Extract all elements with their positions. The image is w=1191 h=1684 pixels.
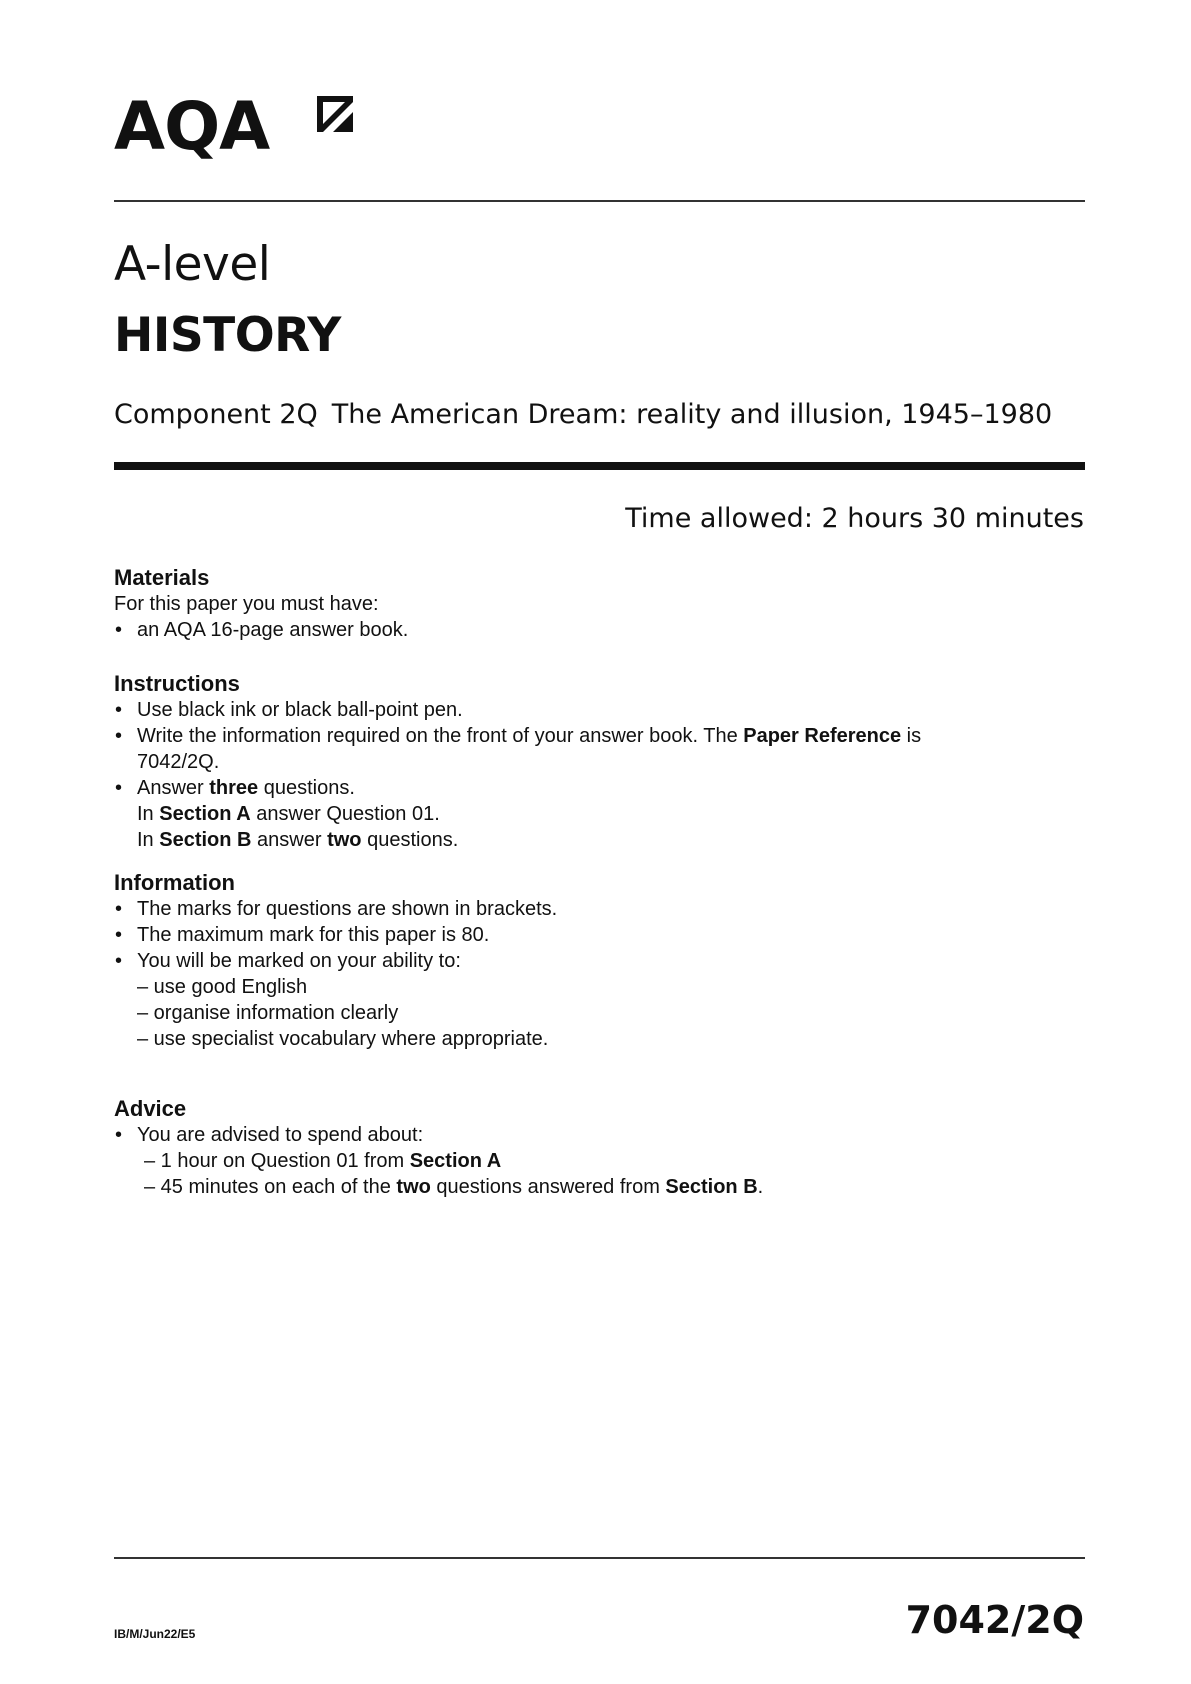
advice-heading: Advice [114,1096,187,1121]
component-name: The American Dream: reality and illusion, 1945–1980 [331,399,1053,430]
header-divider [114,200,1085,202]
advice-sub-item: – 45 minutes on each of the two questions answered from Section B. [144,1176,764,1198]
information-sub-item: – use specialist vocabulary where appropriate. [137,1028,549,1050]
information-section [114,870,557,1052]
advice-sub-item: – 1 hour on Question 01 from Section A [144,1150,502,1172]
subject-title: HISTORY [114,308,341,363]
information-item: • The maximum mark for this paper is 80. [114,922,557,948]
paper-code: 7042/2Q [905,1598,1084,1642]
document-reference: IB/M/Jun22/E5 [114,1627,196,1641]
time-allowed: Time allowed: 2 hours 30 minutes [625,503,1084,534]
materials-section [114,565,408,643]
information-sub-item: – use good English [137,976,308,998]
instruction-item: • Write the information required on the front of your answer book. The Paper Reference is [114,723,921,749]
aqa-logo [114,86,374,181]
instructions-section [114,671,921,853]
qualification-level: A-level [114,237,271,292]
component-title [114,401,1052,428]
instruction-item-continued: 7042/2Q. [137,751,220,773]
materials-item: • an AQA 16-page answer book. [114,617,408,643]
information-item: • The marks for questions are shown in brackets. [114,896,557,922]
instruction-sub-line: In Section A answer Question 01. [137,803,440,825]
title-divider [114,462,1085,470]
information-sub-item: – organise information clearly [137,1002,399,1024]
component-code: Component 2Q [114,399,318,430]
materials-intro: For this paper you must have: [114,593,379,615]
information-item: • You will be marked on your ability to: [114,948,557,974]
instruction-item: • Use black ink or black ball-point pen. [114,697,921,723]
instructions-heading: Instructions [114,671,240,696]
materials-heading: Materials [114,565,210,590]
information-heading: Information [114,870,235,895]
footer-divider [114,1557,1085,1559]
aqa-tick-mark-icon [313,92,357,136]
advice-section [114,1096,763,1200]
advice-item: • You are advised to spend about: [114,1122,763,1148]
instruction-sub-line: In Section B answer two questions. [137,829,459,851]
aqa-logo-text: AQA [114,88,270,165]
instruction-item: • Answer three questions. [114,775,921,801]
